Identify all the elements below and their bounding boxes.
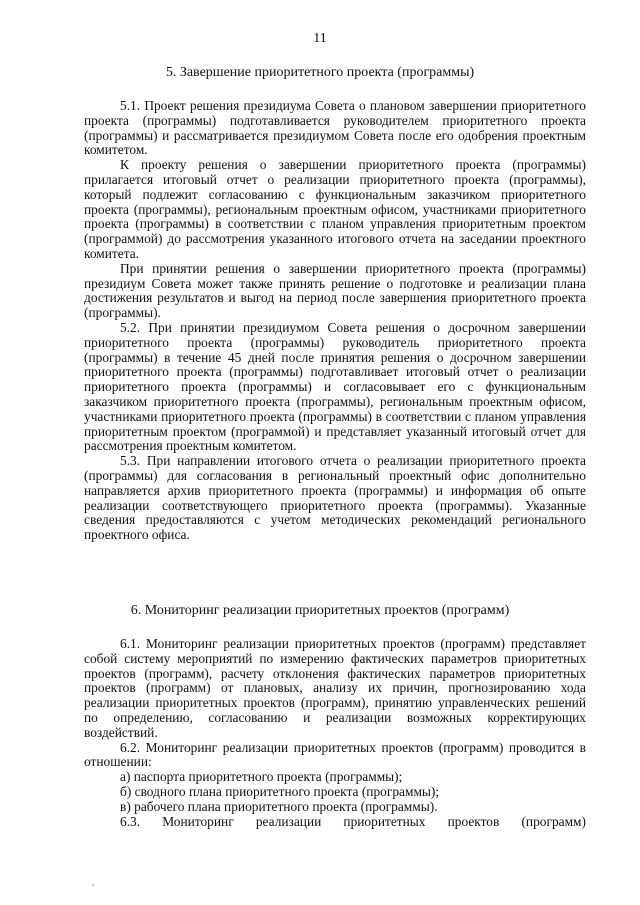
section-heading-6: 6. Мониторинг реализации приоритетных проектов (программ) (130, 603, 510, 618)
paragraph-5-1-attachment: К проекту решения о завершении приоритетного проекта (программы) прилагается итоговый отчет о реализации приоритетного проекта (программы), который подлежит согласованию с функциональным заказчиком приоритетного проекта (программы), региональным проектным офисом, участниками приоритетного проекта (программы) в соответствии с планом управления приоритетным проектом (программой) до рассмотрения указанного итогового отчета на заседании проектного комитета. (84, 157, 586, 261)
paragraph-5-2: 5.2. При принятии президиумом Совета решения о досрочном завершении приоритетного проекта (программы) руководитель приоритетного проекта (программы) в течение 45 дней после принятия решения о досрочном завершении приоритетного проекта (программы) подготавливает итоговый отчет о реализации приоритетного проекта (программы) и согласовывает его с функциональным заказчиком приоритетного проекта (программы), региональным проектным офисом, участниками приоритетного проекта (программы) в соответствии с планом управления приоритетным проектом (программой) и представляет указанный итоговый отчет для рассмотрения проектным комитетом. (84, 319, 586, 454)
paragraph-5-1-plan: При принятии решения о завершении приоритетного проекта (программы) президиум Совета может также принять решение о подготовке и реализации плана достижения результатов и выгод на период после завершения приоритетного проекта (программы). (84, 260, 586, 321)
section-heading-5: 5. Завершение приоритетного проекта (программы) (165, 65, 475, 80)
section-6-body (84, 637, 586, 829)
paragraph-6-1: 6.1. Мониторинг реализации приоритетных проектов (программ) представляет собой систему мероприятий по измерению фактических параметров приоритетных проектов (программ), расчету отклонения фактических параметров приоритетных проектов (программ) от плановых, анализу их причин, прогнозированию хода реализации приоритетных проектов (программ), принятию управленческих решений по определению, согласованию и реализации возможных корректирующих воздействий. (84, 636, 586, 740)
paragraph-6-2: 6.2. Мониторинг реализации приоритетных проектов (программ) проводится в отношении: (84, 739, 586, 770)
list-item-b: б) сводного плана приоритетного проекта (программы); (120, 783, 440, 799)
page-number: 11 (313, 31, 327, 46)
scan-speck (92, 884, 94, 886)
paragraph-5-3: 5.3. При направлении итогового отчета о реализации приоритетного проекта (программы) для согласования в региональный проектный офис дополнительно направляется архив приоритетного проекта (программы) и информация об опыте реализации соответствующего приоритетного проекта (программы). Указанные сведения предоставляются с учетом методических рекомендаций регионального проектного офиса. (84, 453, 586, 543)
paragraph-5-1: 5.1. Проект решения президиума Совета о плановом завершении приоритетного проекта (программы) подготавливается руководителем приоритетного проекта (программы) и рассматривается президиумом Совета после его одобрения проектным комитетом. (84, 98, 586, 158)
list-item-a: а) паспорта приоритетного проекта (программы); (120, 769, 403, 785)
paragraph-6-3: 6.3. Мониторинг реализации приоритетных проектов (программ) (120, 813, 586, 829)
list-item-v: в) рабочего плана приоритетного проекта (программы). (120, 798, 438, 814)
section-5-body (84, 99, 586, 543)
